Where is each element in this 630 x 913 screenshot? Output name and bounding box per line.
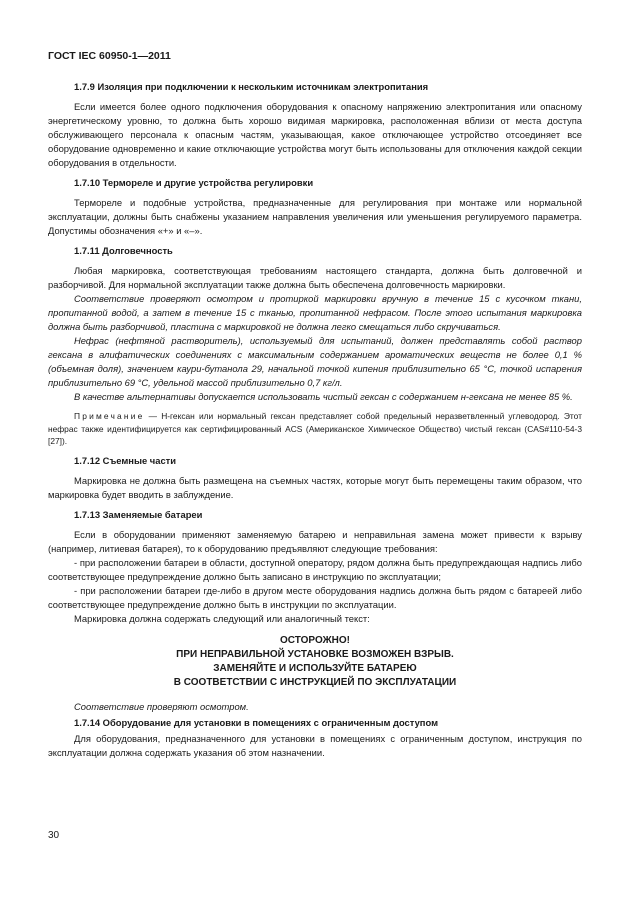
warning-line: ЗАМЕНЯЙТЕ И ИСПОЛЬЗУЙТЕ БАТАРЕЮ [213,662,417,674]
paragraph-italic: Нефрас (нефтяной растворитель), используемый для испытаний, должен представлять собой раствор гексана в алифатических соединениях с максимальным содержанием ароматических веществ не более 0,1 % (объемная доля), значением каури-бутанола 29, начальной точкой кипения приблизительно 65 °С, точкой испарения приблизительно 69 °С, удельной массой приблизительно 0,7 кг/л. [48,335,582,388]
section-heading-1-7-11: 1.7.11 Долговечность [74,245,173,256]
section-heading-1-7-9: 1.7.9 Изоляция при подключении к нескольким источникам электропитания [74,81,429,92]
warning-line: ПРИ НЕПРАВИЛЬНОЙ УСТАНОВКЕ ВОЗМОЖЕН ВЗРЫВ. [176,648,454,660]
compliance-paragraph: Соответствие проверяют осмотром. [74,700,249,712]
note-label: Примечание [74,411,145,421]
paragraph-italic: В качестве альтернативы допускается использовать чистый гексан с содержанием н-гексана не менее 85 %. [74,391,573,402]
list-item: - при расположении батареи в области, доступной оператору, рядом должна быть предупреждающая надпись либо соответствующее предупреждение должно быть записано в инструкцию по эксплуатации; [48,556,582,582]
section-heading-1-7-12: 1.7.12 Съемные части [74,454,177,466]
paragraph: Маркировка не должна быть размещена на съемных частях, которые могут быть перемещены таким образом, что маркировка будет вводить в заблуждение. [48,474,582,500]
document-header: ГОСТ IEC 60950-1—2011 [48,50,171,62]
paragraph: Если имеется более одного подключения оборудования к опасному напряжению электропитания или опасному энергетическому уровню, то должна быть хорошо видимая маркировка, расположенная вблизи от места доступа обслуживающего персонала к опасным частям, указывающая, какое отключающее устройство отсоединяет все оборудование одновременно и какие отключающие устройства могут быть использованы для отключения каждой секции оборудования в отдельности. [48,101,582,168]
paragraph: Для оборудования, предназначенного для установки в помещениях с ограниченным доступом, инструкция по эксплуатации должна содержать указания об этом назначении. [48,732,582,758]
warning-block [48,634,582,690]
note-text: — Н-гексан или нормальный гексан представляет собой предельный неразветвленный углеводород. Этот нефрас также идентифицируется как сертифицированный ACS (Американское Химическое Общество) чистый гексан (CAS#110-54-3 [27]). [48,411,582,446]
warning-line: ОСТОРОЖНО! [280,634,350,646]
compliance-paragraph: Соответствие проверяют осмотром и протиркой маркировки вручную в течение 15 с кусочком ткани, пропитанной водой, а затем в течение 15 с тканью, пропитанной нефрасом. После этого испытания маркировка должна быть разборчивой, пластина с маркировкой не должна легко смещаться либо скручиваться. [48,293,582,332]
section-heading-1-7-10: 1.7.10 Термореле и другие устройства регулировки [74,177,314,188]
paragraph: Термореле и подобные устройства, предназначенные для регулирования при монтаже или нормальной эксплуатации, должны быть снабжены указанием направления увеличения или уменьшения регулируемого параметра. Допустимы обозначения «+» и «–». [48,197,582,236]
section-heading-1-7-14: 1.7.14 Оборудование для установки в помещениях с ограниченным доступом [74,716,439,728]
note [48,410,582,448]
paragraph: Если в оборудовании применяют заменяемую батарею и неправильная замена может привести к взрыву (например, литиевая батарея), то к оборудованию предъявляют следующие требования: [48,528,582,554]
page-number: 30 [48,830,60,841]
section-heading-1-7-13: 1.7.13 Заменяемые батареи [74,508,203,520]
warning-line: В СООТВЕТСТВИИ С ИНСТРУКЦИЕЙ ПО ЭКСПЛУАТАЦИИ [173,676,457,688]
paragraph: Любая маркировка, соответствующая требованиям настоящего стандарта, должна быть долговечной и разборчивой. Для нормальной эксплуатации также должна быть обеспечена долговечность маркировки. [48,265,582,290]
paragraph: Маркировка должна содержать следующий или аналогичный текст: [74,612,370,624]
page-content [48,80,582,760]
list-item: - при расположении батареи где-либо в другом месте оборудования надпись должна быть рядом с батареей либо соответствующее предупреждение должно быть в инструкции по эксплуатации. [48,584,582,610]
